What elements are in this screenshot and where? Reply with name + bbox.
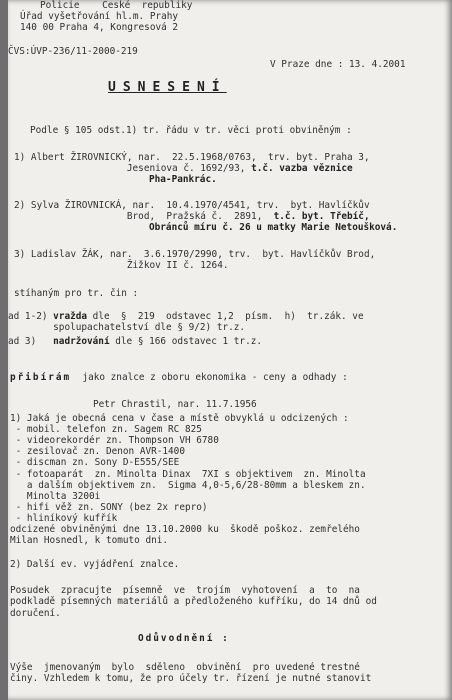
custody-location: Pha-Pankrác. — [149, 174, 217, 185]
question-line: a dalším objektivem zn. Sigma 4,0-5,6/28-80mm a bleskem zn. — [10, 480, 366, 491]
reasoning-title: Odůvodnění : — [138, 633, 230, 644]
defendant-line: 2) Sylva ŽIROVNICKÁ, nar. 10.4.1970/4541, trv. byt. Havlíčkův — [14, 200, 370, 211]
question-line: - hliníkový kufřík — [10, 513, 118, 524]
appoint-line: přibírám jako znalce z oboru ekonomika - ceny a odhady : — [10, 372, 348, 383]
question-line: - mobil. telefon zn. Sagem RC 825 — [10, 424, 202, 435]
case-reference: ČVS:ÚVP-236/11-2000-219 — [8, 46, 138, 57]
question-line: Minolta 3200i — [10, 491, 101, 502]
expert-name: Petr Chrastil, nar. 11.7.1956 — [93, 399, 257, 410]
instruction-line: podkladě písemných materiálů a předloženého kufříku, do 14 dnů od — [10, 596, 377, 607]
charge-name: nadržování — [53, 336, 110, 347]
question-line: Milan Hosnedl, k tomuto dni. — [10, 535, 169, 546]
document-page — [8, 0, 452, 700]
appoint-verb: přibírám — [10, 372, 72, 383]
header-address: 140 00 Praha 4, Kongresová 2 — [20, 22, 179, 33]
question-line: - zesilovač zn. Denon AVR-1400 — [10, 446, 185, 457]
charge-2: ad 3) nadržování dle § 166 odstavec 1 tr.z. — [8, 336, 263, 347]
residence-status: t.č. byt. Třebíč, — [273, 211, 370, 222]
question-line: - fotoaparát zn. Minolta Dinax 7XI s objektivem zn. Minolta — [10, 469, 366, 480]
charge-1-cont: spolupachatelství dle § 9/2) tr.z. — [8, 322, 246, 333]
question-line: - discman zn. Sony D-E555/SEE — [10, 457, 180, 468]
defendant-line: Brod, Pražská č. 2891, — [14, 211, 274, 222]
question-2: 2) Další ev. vyjádření znalce. — [10, 559, 180, 570]
custody-status: t.č. vazba věznice — [251, 163, 353, 174]
defendant-line: Jeseniova č. 1692/93, — [14, 163, 252, 174]
question-line: - videorekordér zn. Thompson VH 6780 — [10, 435, 219, 446]
defendant-line: 1) Albert ŽIROVNICKÝ, nar. 22.5.1968/0763, trv. byt. Praha 3, — [14, 152, 370, 163]
defendant-line: Žižkov II č. 1264. — [14, 260, 229, 271]
instruction-line: doručení. — [10, 608, 61, 619]
charges-intro: stíhaným pro tr. čin : — [14, 288, 139, 299]
header-office: Úřad vyšetřování hl.m. Prahy — [20, 11, 179, 22]
intro-line: Podle § 105 odst.1) tr. řádu v tr. věci proti obviněným : — [30, 125, 352, 136]
reasoning-line: Výše jmenovaným bylo sděleno obvinění pro uvedené trestné — [10, 662, 360, 673]
document-title: USNESENÍ — [108, 80, 227, 95]
defendant-line: 3) Ladislav ŽÁK, nar. 3.6.1970/2990, trv. byt. Havlíčkův Brod, — [14, 249, 376, 260]
question-line: 1) Jaká je obecná cena v čase a místě obvyklá u odcizených : — [10, 413, 349, 424]
question-line: - hifi věž zn. SONY (bez 2x repro) — [10, 502, 208, 513]
instruction-line: Posudek zpracujte písemně ve trojím vyhotovení a to na — [10, 585, 360, 596]
document-date: V Praze dne : 13. 4.2001 — [270, 59, 406, 70]
charge-1: ad 1-2) vražda dle § 219 odstavec 1,2 písm. h) tr.zák. ve — [8, 311, 364, 322]
header-police: Policie České republiky — [40, 0, 193, 11]
residence-address: Obránců míru č. 26 u matky Marie Netoušková. — [149, 222, 398, 233]
question-line: odcizené obviněnými dne 13.10.2000 ku škodě poškoz. zemřelého — [10, 524, 360, 535]
charge-name: vražda — [53, 311, 88, 322]
reasoning-line: činy. Vzhledem k tomu, že pro účely tr. řízení je nutné stanovit — [10, 673, 372, 684]
